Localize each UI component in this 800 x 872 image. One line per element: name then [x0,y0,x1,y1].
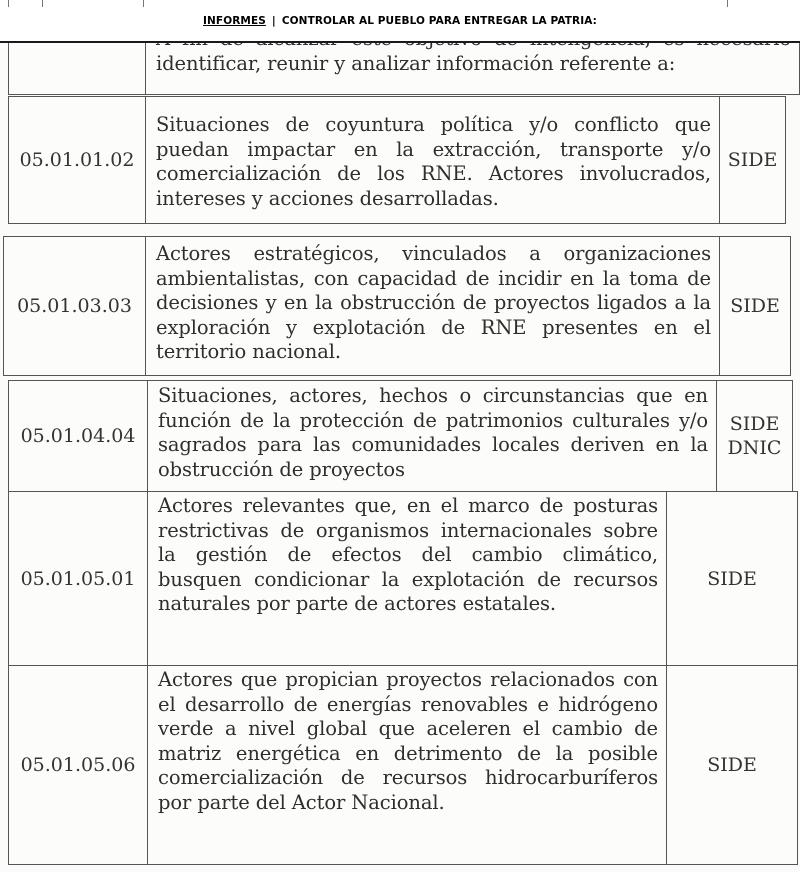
row-code: 05.01.05.01 [20,568,136,590]
breadcrumb-separator: | [271,15,276,27]
row-description: Situaciones de coyuntura política y/o conflicto que puedan impactar en la extracción, transporte y/o comercialización de los RNE. Actores involucrados, intereses y acciones desarrolladas. [145,97,720,223]
header-edge-mark [42,0,43,7]
row-unit: SIDE DNIC [727,413,782,459]
row-unit: SIDE [730,295,780,317]
row-description: Actores estratégicos, vinculados a organizaciones ambientalistas, con capacidad de incidir en la toma de decisiones y en la obstrucción de proyectos ligados a la exploración y explotación de RNE presentes en el territorio nacional. [145,237,720,375]
page-header [0,0,800,42]
table-row [8,491,798,667]
row-code: 05.01.04.04 [20,425,136,447]
header-edge-mark [143,0,144,7]
header-edge-mark [727,0,728,7]
table-row [8,96,786,224]
row-unit: SIDE [707,568,757,590]
article-title: CONTROLAR AL PUEBLO PARA ENTREGAR LA PATRIA: [281,15,597,27]
header-divider [0,41,800,43]
row-description: Actores que propician proyectos relacionados con el desarrollo de energías renovables e hidrógeno verde a nivel global que aceleren el cambio de matriz energética en detrimento de la posible comercialización de recursos hidrocarburíferos por parte del Actor Nacional. [147,666,667,864]
table-row [3,236,791,376]
row-description: Actores relevantes que, en el marco de posturas restrictivas de organismos internacionales sobre la gestión de efectos del cambio climático, busquen condicionar la explotación de recursos naturales por parte de actores estatales. [147,492,667,666]
table-row [8,665,798,865]
row-code: 05.01.03.03 [17,295,132,317]
table-row [8,380,793,492]
row-unit: SIDE [727,149,778,171]
breadcrumb [0,15,800,27]
row-description: Situaciones, actores, hechos o circunstancias que en función de la protección de patrimonios culturales y/o sagrados para las comunidades locales deriven en la obstrucción de proyectos [147,381,717,491]
section-link-informes[interactable]: INFORMES [203,15,266,27]
document-scan [0,43,800,872]
header-description-cell [145,34,799,94]
row-unit: SIDE [707,754,757,776]
header-code-cell [9,34,145,94]
row-code: 05.01.05.06 [20,754,136,776]
header-top-edge [0,0,800,8]
header-description-text: identificar, reunir y analizar información referente a: [156,52,676,75]
header-edge-mark [8,0,9,7]
row-code: 05.01.01.02 [19,149,135,171]
